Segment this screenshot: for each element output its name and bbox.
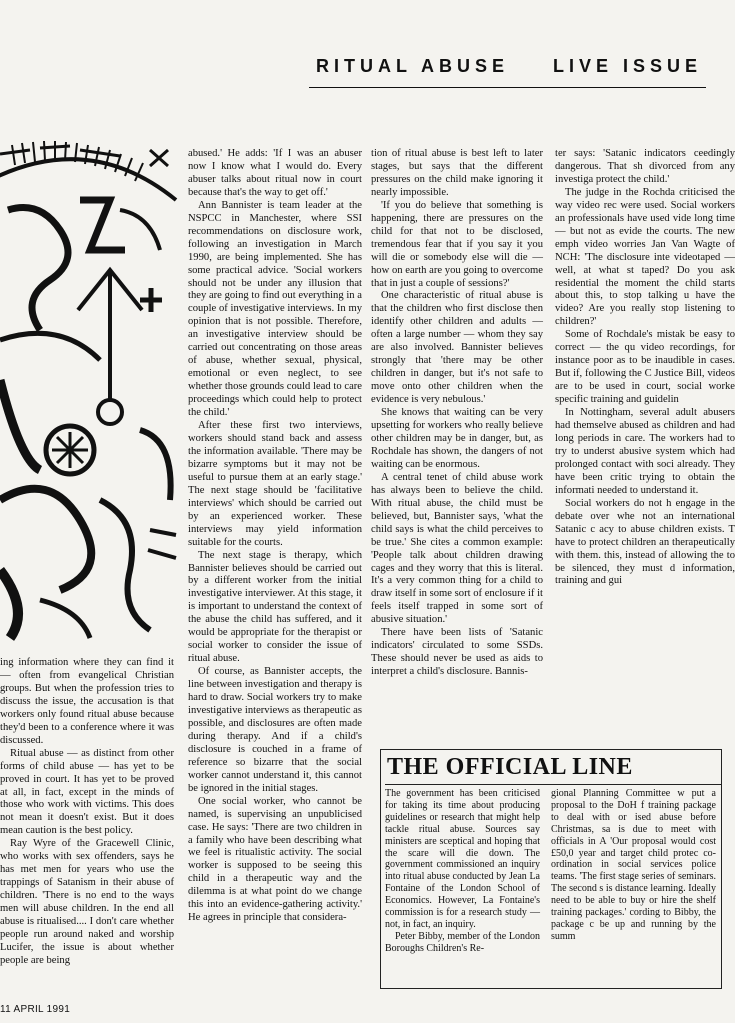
paragraph: Peter Bibby, member of the London Boroughs Children's Re-	[385, 930, 540, 954]
woodcut-illustration	[0, 140, 176, 638]
article-column-4	[555, 148, 735, 588]
paragraph: Of course, as Bannister accepts, the line between investigation and therapy is hard to draw. Social workers try to make investigative interviews as therapeutic as possible, and disclosures are often made during therapy. And if a child's disclosure is couched in a frame of reference so bizarre that the social worker cannot understand it, this cannot be ignored in the initial stages.	[188, 666, 362, 794]
box-title: THE OFFICIAL LINE	[387, 754, 633, 780]
paragraph: The government has been criticised for taking its time about producing guidelines or research that might help tackle ritual abuse. Sources say ministers are sceptical and hoping that the scare will die down. The government commissioned an inquiry into ritual abuse conducted by Jean La Fontaine of the London School of Economics. However, La Fontaine's commission is for a research study — not, in fact, an inquiry.	[385, 788, 540, 930]
paragraph: Social workers do not h engage in the debate over whe not an international Satanic c acy to abuse children exists. T have to protect children an therapeutically with them. this, instead of allowing the to be silenced, they must d information, training and gui	[555, 497, 735, 587]
paragraph: One characteristic of ritual abuse is that the children who first disclose then identify other children and adults — often a large number — whom they say are also involved. Bannister believes strongly that 'there may be other children in danger, but it's not safe to move onto other children when the evidence is very nebulous.'	[371, 290, 543, 406]
paragraph: The judge in the Rochda criticised the way video rec were used. Social workers an professionals have used vide long time — but not as evide the courts. The new emph video worries Jan Van Wagte of NCH: 'The disclosure inte videotaped —well, at what st taped? Do you ask residential the moment the child starts about this, to stop talking u have the video? Are you really stop listening to children?'	[555, 186, 735, 328]
paragraph: 'If you do believe that something is happening, there are pressures on the child for that not to be disclosed, tremendous fear that if you say it you will die or somebody else will die —how on earth are you going to overcome that in just a couple of sessions?'	[371, 199, 543, 289]
paragraph: Ray Wyre of the Gracewell Clinic, who works with sex offenders, says he has met men for years who use the trappings of Satanism in their abuse of children. 'There is no end to the ways men will abuse children. In the end all abuse is ritualised.... I don't care whether people run around naked and worship Lucifer, the issue is about whether people are being	[0, 838, 174, 966]
paragraph: She knows that waiting can be very upsetting for workers who really believe other children may be in danger, but, as Rochdale has shown, the dangers of not waiting can be enormous.	[371, 407, 543, 470]
paragraph: In Nottingham, several adult abusers had themselve abused as children and had long periods in care. The workers had to try to underst abusive system which had prolonged contact with soci already. They have been critic trying to obtain the informati needed to understand it.	[555, 407, 735, 496]
paragraph: Some of Rochdale's mistak be easy to correct — the qu video recordings, for instance poor as to be inaudible in cases. But if, following the C Justice Bill, videos are to be used in court, social worke specific training and guidelin	[555, 329, 735, 406]
article-column-1	[0, 657, 174, 968]
paragraph: tion of ritual abuse is best left to later stages, but says that the different pressures on the child make ignoring it nearly impossible.	[371, 148, 543, 198]
paragraph: There have been lists of 'Satanic indicators' circulated to some SSDs. These should never be used as aids to interpret a child's disclosure. Bannis-	[371, 627, 543, 678]
series-title: LIVE ISSUE	[553, 56, 703, 76]
footer-date: 11 APRIL 1991	[0, 1004, 71, 1015]
header-rule	[309, 87, 706, 88]
box-column-2	[551, 788, 716, 943]
page-header	[316, 56, 702, 77]
paragraph: abused.' He adds: 'If I was an abuser now I know what I would do. Every abuser talks about ritual now in court because that's the way to get off.'	[188, 148, 362, 198]
box-rule	[385, 784, 721, 785]
paragraph: gional Planning Committee w put a proposal to the DoH f training package to deal with or ised abuse before Christmas, sa is due to meet with officials in A 'Our proposal would cost £50,0 year and target child protec co-ordination in social services police teams. 'The first stage series of seminars. The second s is distance learning. Ideally need to be able to buy or hire the shelf training packages.' cording to Bibby, the package c be up and running by the summ	[551, 788, 716, 942]
paragraph: The next stage is therapy, which Bannister believes should be carried out by a different worker from the initial investigative interviewer. At this stage, it is important to understand the context of the abuse the child has suffered, and it would be appropriate for the therapist or social worker to consider the issue of ritual abuse.	[188, 549, 362, 665]
paragraph: One social worker, who cannot be named, is supervising an unpublicised case. He says: 'There are two children in a family who have been describing what we feel is ritualistic activity. The social worker is supposed to be seeing this child in a therapeutic way and the dilemma is at what point do we change this into an evidence-gathering activity.' He agrees in principle that considera-	[188, 795, 362, 924]
article-column-3	[371, 148, 543, 679]
paragraph: After these first two interviews, workers should stand back and assess the information available. 'There may be bizarre symptoms but it may not be useful to pursue them at an early stage.' The next stage should be 'facilitative interviews' which should be carried out by an experienced worker. These interviews may yield information suitable for the courts.	[188, 420, 362, 548]
paragraph: ing information where they can find it — often from evangelical Christian groups. But when the profession tries to discuss the issue, the accusation is that workers only found ritual abuse because they'd been to a conference where it was discussed.	[0, 657, 174, 746]
paragraph: A central tenet of child abuse work has always been to believe the child. With ritual abuse, the child must be believed, but, Bannister says, 'what the child says is what the child perceives to be true.' She cites a common example: 'People talk about children drawing cages and they worry that this is literal. It's a very common thing for a child to draw itself in some sort of enclosure if it feels itself trapped in some sort of abusive situation.'	[371, 471, 543, 626]
paragraph: Ritual abuse — as distinct from other forms of child abuse — has yet to be proved in court. It has yet to be proved at all, in fact, except in the minds of those who work with victims. This does not mean it doesn't exist. But it does mean caution is the best policy.	[0, 747, 174, 837]
official-line-box	[380, 749, 722, 989]
box-column-1	[385, 788, 540, 955]
paragraph: ter says: 'Satanic indicators ceedingly dangerous. That sh divorced from any investiga protect the child.'	[555, 148, 735, 185]
section-title: RITUAL ABUSE	[316, 56, 510, 76]
paragraph: Ann Bannister is team leader at the NSPCC in Manchester, where SSI recommendations on disclosure work, following an investigation in March 1990, are being implemented. She has some practical advice. 'Social workers should not be under any illusion that they are going to find out everything in a couple of investigative interviews. In my opinion that is not possible. Therefore, an investigative interview should be carried out concentrating on those areas of abuse, whether sexual, physical, emotional or even neglect, to see whether those grounds could lead to care proceedings which could help to protect the child.'	[188, 199, 362, 419]
article-column-2	[188, 148, 362, 925]
